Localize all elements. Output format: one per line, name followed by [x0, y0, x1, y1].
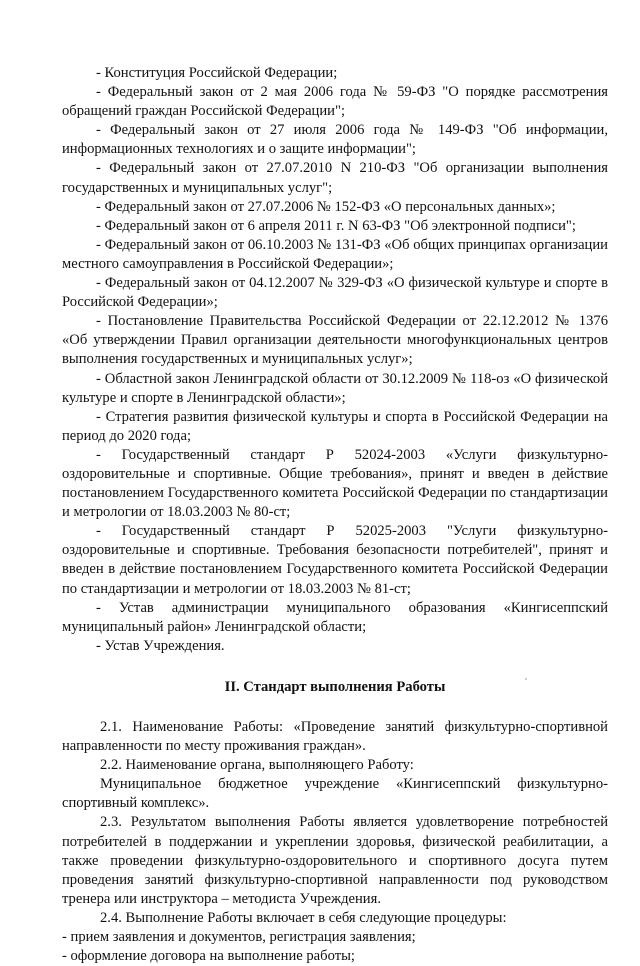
list-item: - Федеральный закон от 2 мая 2006 года № 59-ФЗ "О порядке рассмотрения обращений граждан Российской Федерации"; [62, 84, 608, 120]
list-item: - Конституция Российской Федерации; [96, 65, 338, 81]
paragraph-organization: Муниципальное бюджетное учреждение «Кингисеппский физкультурно-спортивный комплекс». [62, 776, 608, 812]
paragraph-2-2: 2.2. Наименование органа, выполняющего Работу: [100, 757, 414, 774]
list-item: - Федеральный закон от 04.12.2007 № 329-ФЗ «О физической культуре и спорте в Российской Федерации»; [62, 275, 608, 311]
legal-basis-list [62, 64, 608, 656]
list-item: - Государственный стандарт Р 52025-2003 "Услуги физкультурно-оздоровительные и спортивные. Требования безопасности потребителей", принят и введен в действие постановлением Государственного комитета Российской Федерации по стандартизации и метрологии от 18.03.2003 № 81-ст; [62, 523, 608, 597]
list-item: - Федеральный закон от 27.07.2010 N 210-ФЗ "Об организации выполнения государственных и муниципальных услуг"; [62, 160, 608, 196]
list-item: - Устав администрации муниципального образования «Кингисеппский муниципальный район» Ленинградской области; [62, 599, 608, 635]
procedure-item: - оформление договора на выполнение работы; [62, 948, 355, 965]
list-item: - Федеральный закон от 27.07.2006 № 152-ФЗ «О персональных данных»; [96, 198, 556, 215]
paragraph-2-4: 2.4. Выполнение Работы включает в себя следующие процедуры: [100, 909, 507, 926]
procedure-item: - прием заявления и документов, регистрация заявления; [62, 929, 416, 946]
list-item: - Областной закон Ленинградской области от 30.12.2009 № 118-оз «О физической культуре и спорте в Ленинградской области»; [62, 370, 608, 406]
list-item: - Федеральный закон от 27 июля 2006 года № 149-ФЗ "Об информации, информационных технологиях и о защите информации"; [62, 122, 608, 158]
list-item: - Постановление Правительства Российской Федерации от 22.12.2012 № 1376 «Об утверждении Правил организации деятельности многофункциональных центров выполнения государственных и муниципальных услуг»; [62, 313, 608, 368]
list-item: - Федеральный закон от 06.10.2003 № 131-ФЗ «Об общих принципах организации местного самоуправления в Российской Федерации»; [62, 236, 608, 272]
scan-speck [525, 678, 527, 680]
list-item: - Устав Учреждения. [96, 637, 225, 654]
list-item: - Стратегия развития физической культуры и спорта в Российской Федерации на период до 2020 года; [62, 408, 608, 444]
section-2-body [62, 718, 608, 966]
section-heading: II. Стандарт выполнения Работы [224, 678, 446, 695]
list-item: - Федеральный закон от 6 апреля 2011 г. N 63-ФЗ "Об электронной подписи"; [96, 217, 576, 234]
list-item: - Государственный стандарт Р 52024-2003 «Услуги физкультурно-оздоровительные и спортивные. Общие требования», принят и введен в действие постановлением Государственного комитета Российской Федерации по стандартизации и метрологии от 18.03.2003 № 80-ст; [62, 446, 608, 521]
paragraph-2-3: 2.3. Результатом выполнения Работы является удовлетворение потребностей потребителей в поддержании и укреплении здоровья, физической реабилитации, а также проведении физкультурно-оздоровительного и спортивного досуга путем проведения занятий физкультурно-спортивной направленности под руководством тренера или инструктора – методиста Учреждения. [62, 814, 608, 907]
paragraph-2-1: 2.1. Наименование Работы: «Проведение занятий физкультурно-спортивной направленности по месту проживания граждан». [62, 719, 608, 755]
